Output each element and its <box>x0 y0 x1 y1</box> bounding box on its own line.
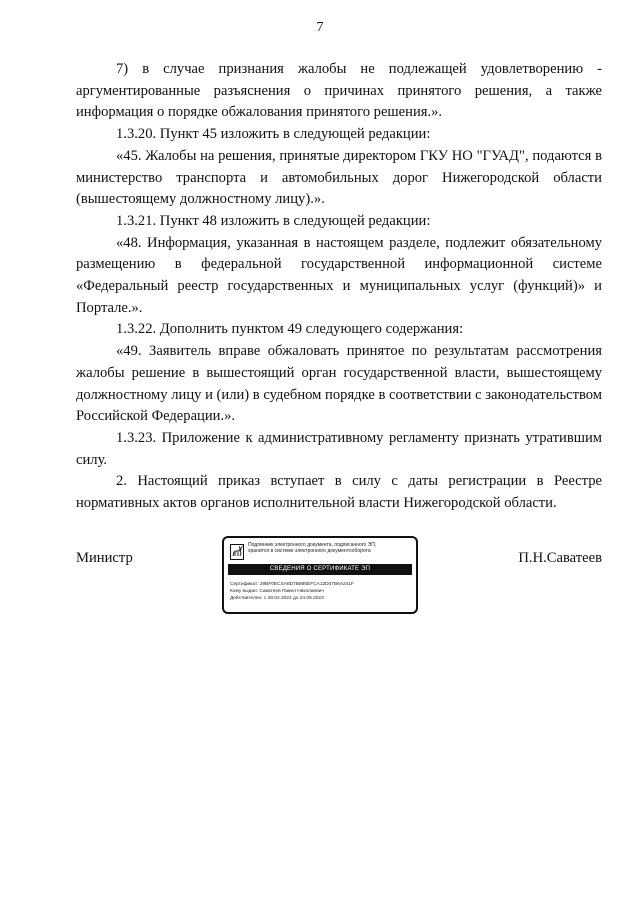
signatory-position: Министр <box>76 550 133 566</box>
certificate-row <box>230 581 414 588</box>
paragraph-point-49: «49. Заявитель вправе обжаловать принятое по результатам рассмотрения жалобы решение в вышестоящий орган государственной власти, вышестоящему должностному лицу и (или) в судебном порядке в соответствии с законодательством Российской Федерации.». <box>76 343 603 425</box>
stamp-header-line: хранится в системе электронного документооборота <box>248 548 371 554</box>
issued-to-value: Саватеев Павел Николаевич <box>259 589 324 594</box>
paragraph-1-3-20-heading: 1.3.20. Пункт 45 изложить в следующей редакции: <box>116 126 431 143</box>
paragraph-1-3-22-heading: 1.3.22. Дополнить пунктом 49 следующего содержания: <box>116 321 464 338</box>
issued-to-row <box>230 588 414 595</box>
signature-block <box>76 536 602 618</box>
issued-to-label: Кому выдан: <box>230 589 258 594</box>
paragraph-1-3-21-heading: 1.3.21. Пункт 48 изложить в следующей редакции: <box>116 212 431 229</box>
stamp-certificate-details <box>230 581 414 602</box>
validity-row <box>230 595 414 602</box>
validity-label: Действителен: <box>230 596 263 601</box>
validity-value: с 28.02.2022 до 24.05.2023 <box>263 596 324 601</box>
paragraph-1-3-23: 1.3.23. Приложение к административному регламенту признать утратившим силу. <box>76 429 602 468</box>
paragraph-item-7-conclusion: 7) в случае признания жалобы не подлежащей удовлетворению - аргументированные разъяснения о причинах принятого решения, а также информация о порядке обжалования принятого решения.». <box>76 61 602 121</box>
certificate-value: 29BF0ECSA8D7B880EFCA12D07B6A241F <box>259 582 354 587</box>
paragraph-point-48: «48. Информация, указанная в настоящем разделе, подлежит обязательному размещению в федеральной государственной информационной системе «Федеральный реестр государственных и муниципальных услуг (функций)» и Портале.». <box>76 234 602 316</box>
page-number: 7 <box>316 20 324 35</box>
electronic-signature-stamp <box>222 536 418 614</box>
stamp-header-line: Подлинник электронного документа, подписанного ЭП, <box>248 542 377 548</box>
deer-emblem-icon <box>230 544 244 560</box>
paragraph-2-effective-date: 2. Настоящий приказ вступает в силу с даты регистрации в Реестре нормативных актов органов исполнительной власти Нижегородской области. <box>76 473 602 512</box>
signatory-name: П.Н.Саватеев <box>518 550 602 566</box>
stamp-header <box>248 542 414 554</box>
paragraph-point-45: «45. Жалобы на решения, принятые директором ГКУ НО "ГУАД", подаются в министерство транспорта и автомобильных дорог Нижегородской области (вышестоящему должностному лицу).». <box>76 147 602 208</box>
stamp-title-bar: СВЕДЕНИЯ О СЕРТИФИКАТЕ ЭП <box>228 564 412 575</box>
certificate-label: Сертификат: <box>230 582 259 587</box>
document-body <box>76 59 602 515</box>
